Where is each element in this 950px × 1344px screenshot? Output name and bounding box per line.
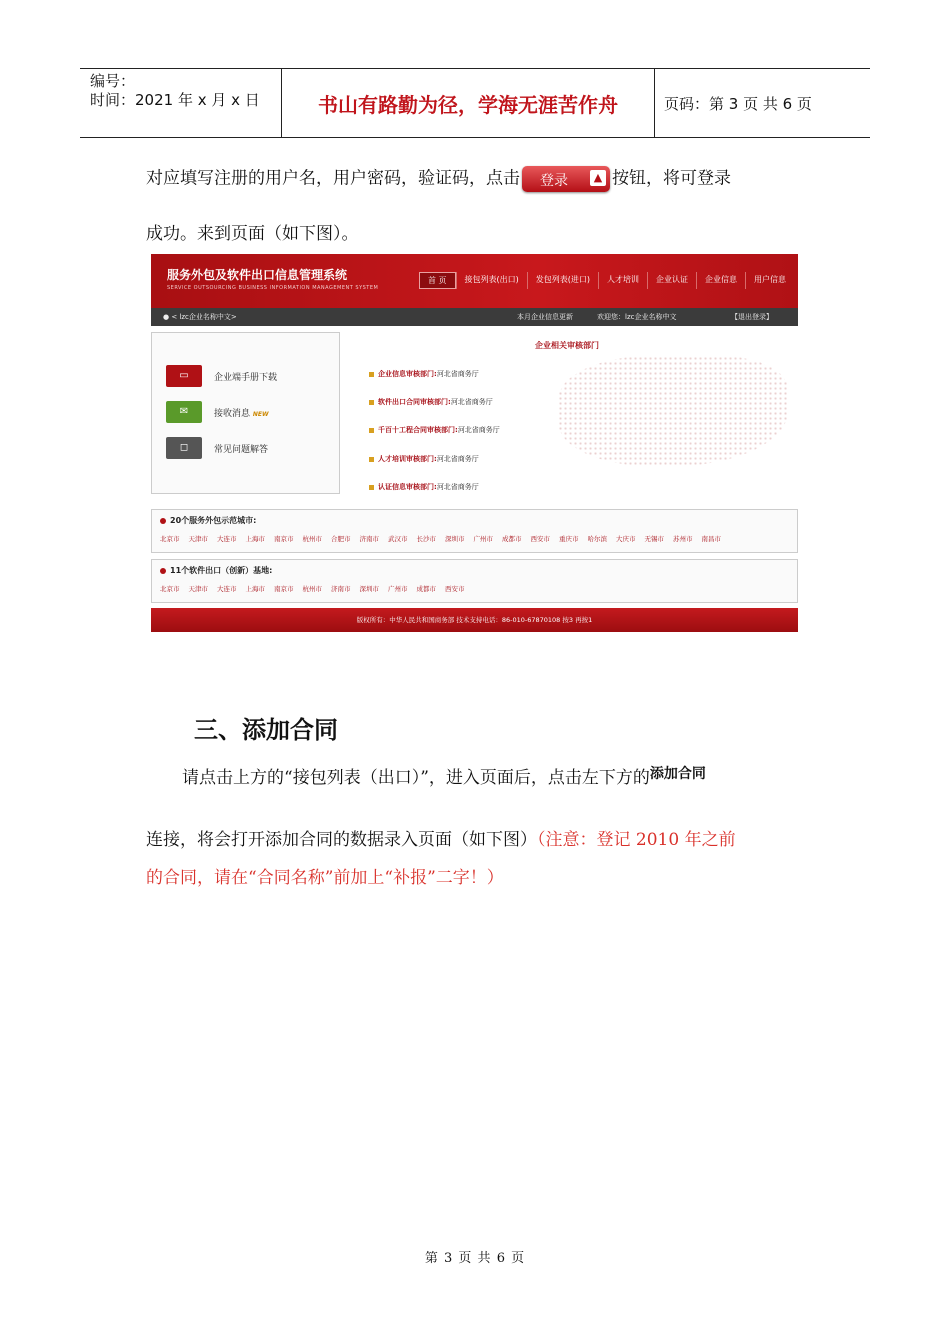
time-label: 时间：2021 年 x 月 x 日 <box>90 91 260 109</box>
dept-row <box>369 397 493 407</box>
dept-row <box>369 425 500 435</box>
messages-text: 接收消息 <box>214 409 251 419</box>
city-link[interactable]: 济南市 <box>359 535 379 543</box>
number-label: 编号： <box>90 72 136 90</box>
city-link[interactable]: 上海市 <box>245 585 265 593</box>
city-link[interactable]: 广州市 <box>473 535 493 543</box>
dept-row <box>369 369 479 379</box>
city-link[interactable]: 大连市 <box>217 585 237 593</box>
demo-cities-box <box>151 509 798 553</box>
city-link[interactable]: 南昌市 <box>701 535 721 543</box>
demo-cities-title <box>160 515 256 526</box>
right-panel <box>339 332 798 492</box>
city-link[interactable]: 天津市 <box>188 585 208 593</box>
dept-label: 企业信息审核部门: <box>378 370 437 378</box>
city-link[interactable]: 北京市 <box>160 535 180 543</box>
export-bases-title <box>160 565 272 576</box>
dept-label: 认证信息审核部门: <box>378 483 437 491</box>
city-link[interactable]: 西安市 <box>530 535 550 543</box>
city-link[interactable]: 天津市 <box>188 535 208 543</box>
envelope-icon: ✉ <box>166 401 202 423</box>
city-link[interactable]: 无锡市 <box>644 535 664 543</box>
user-label <box>163 312 237 322</box>
section-para-1 <box>182 766 706 790</box>
city-link[interactable]: 苏州市 <box>673 535 693 543</box>
user-bar <box>151 308 798 326</box>
system-footer: 版权所有：中华人民共和国商务部 技术支持电话：86-010-67870108 按3 再按1 <box>151 608 798 632</box>
nav-training[interactable]: 人才培训 <box>598 272 647 289</box>
messages-label <box>214 406 269 419</box>
city-link[interactable]: 哈尔滨 <box>587 535 607 543</box>
dept-label: 软件出口合同审核部门: <box>378 398 451 406</box>
header-divider <box>654 69 655 137</box>
section-para-2 <box>146 828 736 852</box>
city-link[interactable]: 成都市 <box>502 535 522 543</box>
bullet-icon <box>369 428 374 433</box>
nav-contract-list-import[interactable]: 发包列表(进口) <box>527 272 598 289</box>
system-name-en: SERVICE OUTSOURCING BUSINESS INFORMATION MANAGEMENT SYSTEM <box>167 285 379 291</box>
nav-contract-list-export[interactable]: 接包列表(出口) <box>456 272 527 289</box>
dept-name: 河北省商务厅 <box>436 483 479 491</box>
login-button-label: 登录 <box>540 173 568 189</box>
monitor-icon: ▭ <box>166 365 202 387</box>
intro-line-1 <box>146 166 731 192</box>
city-link[interactable]: 合肥市 <box>331 535 351 543</box>
city-link[interactable]: 上海市 <box>245 535 265 543</box>
logout-link[interactable]: 【退出登录】 <box>731 313 773 321</box>
demo-cities-list <box>160 534 730 543</box>
dept-name: 河北省商务厅 <box>436 455 479 463</box>
dept-name: 河北省商务厅 <box>457 426 500 434</box>
bullet-icon <box>369 372 374 377</box>
dept-name: 河北省商务厅 <box>436 370 479 378</box>
demo-cities-title-text: 20个服务外包示范城市: <box>170 516 257 525</box>
dept-title: 企业相关审核部门 <box>535 341 599 350</box>
section-heading: 三、添加合同 <box>194 716 338 744</box>
speech-bubble-icon: ◻ <box>166 437 202 459</box>
export-bases-list <box>160 584 474 593</box>
city-link[interactable]: 大庆市 <box>616 535 636 543</box>
export-bases-box <box>151 559 798 603</box>
nav-certification[interactable]: 企业认证 <box>647 272 696 289</box>
city-link[interactable]: 成都市 <box>416 585 436 593</box>
new-badge: NEW <box>252 411 269 418</box>
header-left <box>90 72 260 110</box>
page-header <box>80 68 870 138</box>
add-contract-link[interactable]: 添加合同 <box>649 766 706 782</box>
dept-label: 千百十工程合同审核部门: <box>378 426 458 434</box>
bullet-icon <box>369 485 374 490</box>
up-arrow-icon: ▲ <box>590 170 606 186</box>
circle-arrow-icon <box>160 518 166 524</box>
city-link[interactable]: 重庆市 <box>559 535 579 543</box>
dept-label: 人才培训审核部门: <box>378 455 437 463</box>
user-icon: ● <box>163 313 170 321</box>
circle-arrow-icon <box>160 568 166 574</box>
dept-name: 河北省商务厅 <box>450 398 493 406</box>
city-link[interactable]: 杭州市 <box>302 535 322 543</box>
city-link[interactable]: 南京市 <box>274 535 294 543</box>
city-link[interactable]: 长沙市 <box>416 535 436 543</box>
note-line-2: 的合同，请在“合同名称”前加上“补报”二字！） <box>146 868 504 888</box>
login-button[interactable] <box>522 166 610 192</box>
city-link[interactable]: 济南市 <box>331 585 351 593</box>
city-link[interactable]: 深圳市 <box>445 535 465 543</box>
section-text: 请点击上方的“接包列表（出口）”，进入页面后，点击左下方的 <box>182 768 650 788</box>
nav-company-info[interactable]: 企业信息 <box>696 272 745 289</box>
city-link[interactable]: 大连市 <box>217 535 237 543</box>
dept-row <box>369 482 479 492</box>
city-link[interactable]: 南京市 <box>274 585 294 593</box>
bullet-icon <box>369 400 374 405</box>
manual-download-label: 企业端手册下载 <box>214 373 278 383</box>
city-link[interactable]: 北京市 <box>160 585 180 593</box>
city-link[interactable]: 西安市 <box>445 585 465 593</box>
city-link[interactable]: 深圳市 <box>359 585 379 593</box>
world-map-graphic <box>558 356 788 466</box>
user-name: < lzc企业名称中文> <box>171 313 237 321</box>
city-link[interactable]: 广州市 <box>388 585 408 593</box>
city-link[interactable]: 杭州市 <box>302 585 322 593</box>
page-footer: 第 3 页 共 6 页 <box>424 1251 526 1266</box>
manual-download-item[interactable] <box>166 365 336 387</box>
left-panel <box>151 332 340 494</box>
page-info: 页码：第 3 页 共 6 页 <box>664 95 812 113</box>
export-bases-title-text: 11个软件出口（创新）基地: <box>170 566 273 575</box>
city-link[interactable]: 武汉市 <box>388 535 408 543</box>
faq-label: 常见问题解答 <box>214 445 269 455</box>
welcome-text: 欢迎您：lzc企业名称中文 <box>597 313 677 321</box>
bullet-icon <box>369 457 374 462</box>
monthly-update-link[interactable]: 本月企业信息更新 <box>517 313 573 321</box>
system-banner <box>151 254 798 308</box>
intro-line-2: 成功。来到页面（如下图）。 <box>146 224 359 244</box>
messages-item[interactable] <box>166 401 336 423</box>
intro-text: 按钮，将可登录 <box>612 168 731 189</box>
note-text: （注意：登记 2010 年之前 <box>537 830 736 850</box>
dept-row <box>369 454 479 464</box>
system-screenshot <box>151 254 798 634</box>
intro-text: 对应填写注册的用户名，用户密码，验证码，点击 <box>146 168 520 189</box>
nav-user-info[interactable]: 用户信息 <box>745 272 794 289</box>
faq-item[interactable] <box>166 437 336 459</box>
nav-home[interactable]: 首 页 <box>419 272 456 289</box>
main-nav <box>419 272 794 289</box>
motto: 书山有路勤为径，学海无涯苦作舟 <box>318 92 618 117</box>
section-text: 连接，将会打开添加合同的数据录入页面（如下图） <box>146 830 537 850</box>
system-name: 服务外包及软件出口信息管理系统 <box>167 268 348 282</box>
